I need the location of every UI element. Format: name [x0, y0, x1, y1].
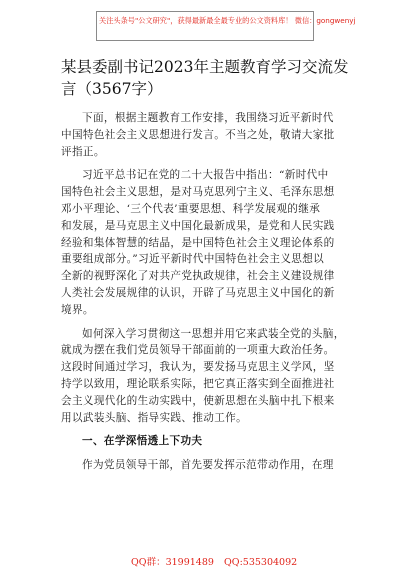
header-banner [96, 11, 356, 41]
qq-group-text: QQ群：31991489 [131, 557, 214, 568]
body-line: 人类社会发展规律的认识，开辟了马克思主义中国化的新 [61, 286, 335, 299]
body-line: 邓小平理论、‘三个代表’重要思想、科学发展观的继承 [61, 202, 321, 215]
body-line: 下面，根据主题教育工作安排，我围绕习近平新时代 [82, 112, 334, 124]
body-line: 如何深入学习贯彻这一思想并用它来武装全党的头脑， [82, 327, 345, 340]
body-line: 中国特色社会主义思想进行发言。不当之处，敬请大家批 [61, 128, 335, 141]
body-line: 习近平总书记在党的二十大报告中指出：“新时代中 [82, 169, 329, 182]
paragraph-gap [61, 426, 351, 433]
banner-text: 关注头条号"公文研究"，获得最新最全最专业的公文资料库！ 微信：gongwenyj [99, 16, 356, 25]
title-line: 某县委副书记2023年主题教育学习交流发 [61, 58, 349, 76]
body-line: 作为党员领导干部，首先要发挥示范带动作用，在理 [82, 459, 334, 472]
body-line: 经验和集体智慧的结晶，是中国特色社会主义理论体系的 [61, 236, 335, 249]
paragraph-gap [61, 450, 351, 457]
title-line: 言（3567字） [61, 80, 163, 98]
body-line: 境界。 [61, 303, 94, 316]
section-heading: 一、在学深悟透上下功夫 [82, 435, 203, 448]
body-line: 评指正。 [61, 145, 105, 158]
body-line: 用以武装头脑、指导实践、推动工作。 [61, 411, 248, 424]
body-line: 持学以致用，理论联系实际，把它真正落实到全面推进社 [61, 377, 335, 390]
body-line: 重要组成部分。”习近平新时代中国特色社会主义思想以 [61, 253, 325, 266]
paragraph-gap [61, 319, 351, 326]
body-line: 国特色社会主义思想，是对马克思列宁主义、毛泽东思想 [61, 186, 335, 199]
body-line: 这段时间通过学习，我认为，要发扬马克思主义学风，坚 [61, 361, 335, 374]
body-line: 会主义现代化的生动实践中，使新思想在头脑中扎下根来 [61, 394, 335, 407]
document-body [61, 110, 351, 474]
document-title [61, 56, 361, 100]
body-line: 全新的视野深化了对共产党执政规律，社会主义建设规律 [61, 270, 335, 283]
footer-contact [0, 556, 408, 570]
paragraph-gap [61, 160, 351, 167]
body-line: 和发展，是马克思主义中国化最新成果，是党和人民实践 [61, 219, 335, 232]
body-line: 就成为摆在我们党员领导干部面前的一项重大政治任务。 [61, 344, 335, 357]
qq-contact-text: QQ:535304092 [224, 557, 298, 568]
